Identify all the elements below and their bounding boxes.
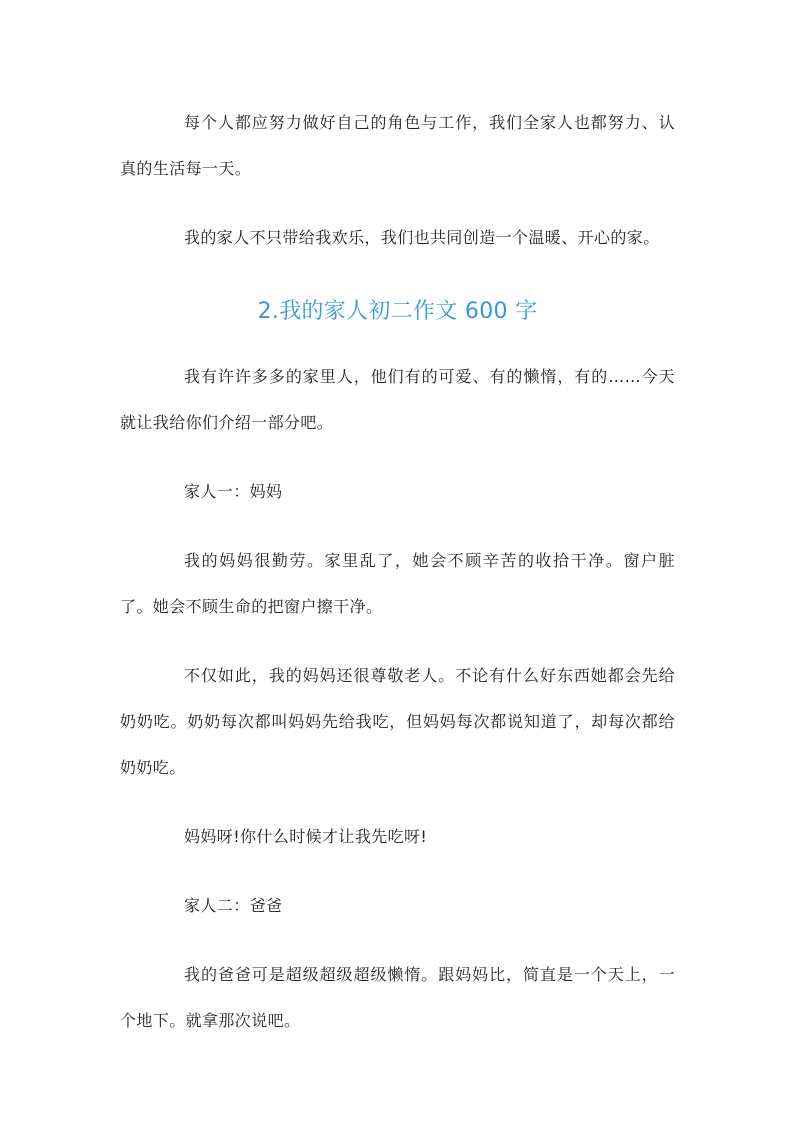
subheading-mother: 家人一：妈妈 xyxy=(184,482,283,501)
subheading-father: 家人二：爸爸 xyxy=(184,896,283,915)
document-body xyxy=(120,100,675,1067)
paragraph-father-lazy: 我的爸爸可是超级超级超级懒惰。跟妈妈比，简直是一个天上，一个地下。就拿那次说吧。 xyxy=(120,965,675,1030)
paragraph-mother-diligent: 我的妈妈很勤劳。家里乱了，她会不顾辛苦的收拾干净。窗户脏了。她会不顾生命的把窗户擦干净。 xyxy=(120,551,675,616)
paragraph-effort: 每个人都应努力做好自己的角色与工作，我们全家人也都努力、认真的生活每一天。 xyxy=(120,113,675,178)
paragraph-warm-home: 我的家人不只带给我欢乐，我们也共同创造一个温暖、开心的家。 xyxy=(184,228,660,247)
section-heading: 2.我的家人初二作文 600 字 xyxy=(257,299,538,324)
paragraph-intro: 我有许许多多的家里人，他们有的可爱、有的懒惰，有的……今天就让我给你们介绍一部分吧。 xyxy=(120,367,675,432)
paragraph-exclamation: 妈妈呀!你什么时候才让我先吃呀! xyxy=(184,827,428,846)
paragraph-mother-respect: 不仅如此，我的妈妈还很尊敬老人。不论有什么好东西她都会先给奶奶吃。奶奶每次都叫妈妈先给我吃，但妈妈每次都说知道了，却每次都给奶奶吃。 xyxy=(120,666,675,777)
